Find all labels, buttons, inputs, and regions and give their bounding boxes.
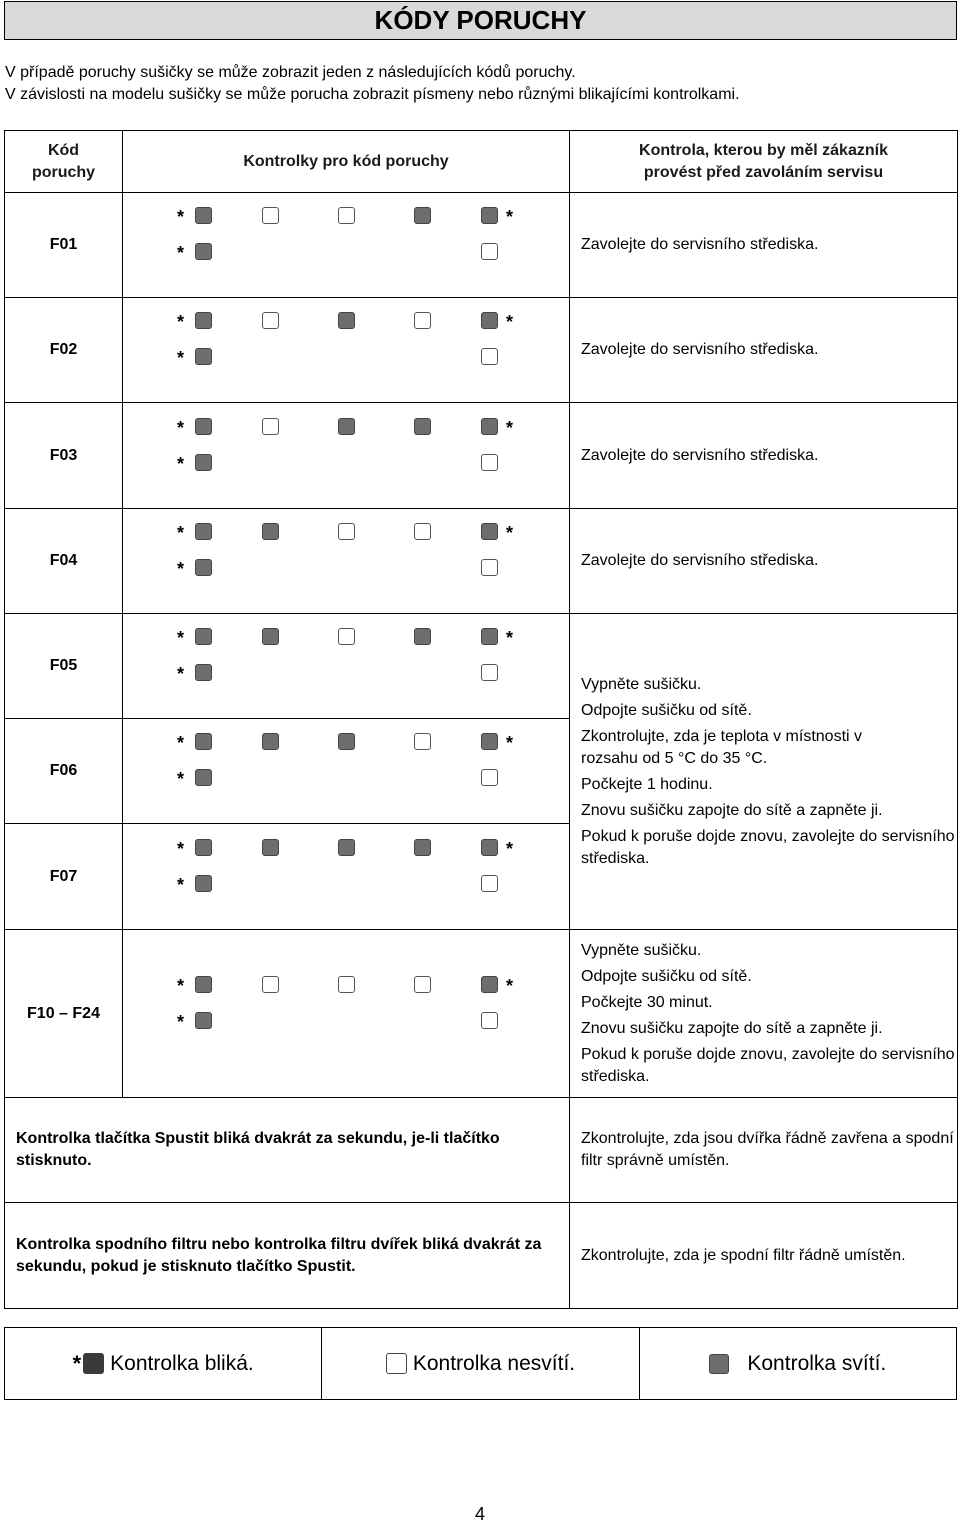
led-on-icon [262, 733, 279, 750]
table-row [5, 509, 958, 614]
asterisk-icon: * [506, 838, 514, 859]
led-blink-icon [195, 976, 212, 993]
led-blink-icon [195, 523, 212, 540]
led-pattern [123, 964, 569, 1064]
asterisk-icon: * [506, 417, 514, 438]
legend-on-label: Kontrolka svítí. [747, 1351, 887, 1375]
led-off-icon [481, 1012, 498, 1029]
asterisk-icon: * [506, 523, 514, 543]
led-on-icon [338, 839, 355, 856]
led-off-icon [481, 664, 498, 681]
page-title-text: KÓDY PORUCHY [374, 5, 587, 35]
led-off-icon [338, 628, 355, 645]
check-step: Znovu sušičku zapojte do sítě a zapněte ji. [581, 1019, 883, 1037]
led-pattern-cell [123, 719, 570, 824]
page-number: 4 [474, 1504, 485, 1524]
led-off-icon [481, 875, 498, 892]
table-row [5, 614, 958, 719]
led-off-icon [338, 207, 355, 224]
asterisk-icon: * [177, 1011, 185, 1032]
header-code-line: Kód [47, 141, 80, 159]
header-check-line: provést před zavoláním servisu [643, 163, 884, 181]
fault-code: F02 [5, 298, 123, 403]
led-on-icon [262, 628, 279, 645]
asterisk-icon: * [506, 207, 514, 227]
led-off-icon [262, 418, 279, 435]
check-text: Zavolejte do servisního střediska. [570, 403, 958, 509]
table-row [5, 193, 958, 298]
led-blink-icon [481, 312, 498, 329]
led-blink-icon [195, 875, 212, 892]
fault-code: F04 [5, 509, 123, 614]
led-on-icon [414, 839, 431, 856]
led-off-icon [414, 312, 431, 329]
asterisk-icon: * [506, 975, 514, 996]
legend-on [640, 1328, 956, 1399]
asterisk-icon: * [177, 417, 185, 438]
led-blink-icon [195, 628, 212, 645]
page-title [4, 1, 957, 40]
check-text: Zkontrolujte, zda jsou dvířka řádně zavřena a spodní filtr správně umístěn. [570, 1098, 958, 1203]
led-on-icon [338, 418, 355, 435]
asterisk-icon: * [177, 975, 185, 996]
led-off-icon [262, 207, 279, 224]
led-pattern-cell [123, 614, 570, 719]
led-pattern [123, 721, 569, 821]
led-off-icon [262, 312, 279, 329]
led-off-icon [338, 976, 355, 993]
led-blink-icon [481, 418, 498, 435]
led-blink-icon [481, 733, 498, 750]
asterisk-icon: * [177, 523, 185, 543]
table-row [5, 1098, 958, 1203]
asterisk-icon: * [72, 1350, 82, 1376]
led-pattern-cell [123, 193, 570, 298]
led-off-icon [338, 523, 355, 540]
led-pattern [123, 300, 569, 400]
header-leds: Kontrolky pro kód poruchy [123, 131, 570, 193]
asterisk-icon: * [177, 769, 185, 789]
legend-blink [5, 1328, 322, 1399]
led-on-icon [262, 523, 279, 540]
fault-code: F01 [5, 193, 123, 298]
check-step: Vypněte sušičku. [581, 675, 702, 693]
check-step: Odpojte sušičku od sítě. [581, 967, 752, 985]
led-blink-icon [195, 664, 212, 681]
led-off-icon [481, 348, 498, 365]
led-off-icon [481, 243, 498, 260]
condition-filter: Kontrolka spodního filtru nebo kontrolka filtru dvířek bliká dvakrát za sekundu, pokud je stisknuto tlačítko Spustit. [5, 1203, 570, 1309]
led-off-icon [414, 523, 431, 540]
led-on-icon [414, 418, 431, 435]
check-text-f05-f07 [570, 614, 958, 930]
asterisk-icon: * [506, 628, 514, 648]
fault-code: F07 [5, 824, 123, 930]
led-blink-icon [195, 1012, 212, 1029]
led-on-icon [338, 733, 355, 750]
led-pattern [123, 511, 569, 611]
led-pattern [123, 406, 569, 506]
led-pattern-cell [123, 403, 570, 509]
asterisk-icon: * [177, 453, 185, 474]
table-row [5, 1203, 958, 1309]
check-step: Odpojte sušičku od sítě. [581, 701, 752, 719]
led-pattern-cell [123, 930, 570, 1098]
led-pattern-cell [123, 298, 570, 403]
led-pattern [123, 827, 569, 927]
asterisk-icon: * [177, 559, 185, 579]
asterisk-icon: * [177, 312, 185, 332]
check-text: Zavolejte do servisního střediska. [570, 509, 958, 614]
led-pattern [123, 195, 569, 295]
led-blink-icon [481, 523, 498, 540]
check-step: Pokud k poruše dojde znovu, zavolejte do servisního střediska. [581, 1045, 955, 1085]
led-blink-icon [195, 839, 212, 856]
led-off-icon [481, 769, 498, 786]
check-step: Znovu sušičku zapojte do sítě a zapněte ji. [581, 801, 883, 819]
table-row [5, 403, 958, 509]
led-off-icon [414, 733, 431, 750]
check-text-f10-f24 [570, 930, 958, 1098]
legend-off [322, 1328, 639, 1399]
asterisk-icon: * [506, 733, 514, 753]
header-check-line: Kontrola, kterou by měl zákazník [639, 141, 888, 159]
led-blink-icon [195, 207, 212, 224]
intro-line: V závislosti na modelu sušičky se může porucha zobrazit písmeny nebo různými blikajícími kontrolkami. [5, 86, 740, 103]
header-check [570, 131, 958, 193]
header-code [5, 131, 123, 193]
legend-blink-label: Kontrolka bliká. [110, 1351, 254, 1375]
table-row [5, 298, 958, 403]
table-header-row [5, 131, 958, 193]
asterisk-icon: * [177, 874, 185, 895]
led-on-icon [338, 312, 355, 329]
fault-codes-table [4, 130, 958, 1309]
led-pattern-cell [123, 509, 570, 614]
led-blink-icon [195, 769, 212, 786]
asterisk-icon: * [177, 348, 185, 368]
fault-code: F10 – F24 [5, 930, 123, 1098]
fault-code: F06 [5, 719, 123, 824]
led-blink-icon [195, 733, 212, 750]
check-step: Počkejte 30 minut. [581, 993, 713, 1011]
led-off-icon [481, 559, 498, 576]
led-off-icon [386, 1353, 407, 1374]
led-on-icon [709, 1354, 729, 1374]
check-text: Zavolejte do servisního střediska. [570, 193, 958, 298]
led-blink-icon [83, 1353, 104, 1374]
intro-line: V případě poruchy sušičky se může zobrazit jeden z následujících kódů poruchy. [5, 64, 576, 81]
legend-off-label: Kontrolka nesvítí. [412, 1351, 576, 1375]
asterisk-icon: * [177, 838, 185, 859]
led-on-icon [262, 839, 279, 856]
led-blink-icon [195, 348, 212, 365]
led-blink-icon [481, 839, 498, 856]
check-text: Zkontrolujte, zda je spodní filtr řádně umístěn. [570, 1203, 958, 1309]
intro-text [5, 62, 740, 106]
check-step: Počkejte 1 hodinu. [581, 775, 713, 793]
fault-code: F05 [5, 614, 123, 719]
led-off-icon [414, 976, 431, 993]
led-pattern-cell [123, 824, 570, 930]
asterisk-icon: * [506, 312, 514, 332]
led-blink-icon [481, 628, 498, 645]
legend [4, 1327, 957, 1400]
led-blink-icon [481, 207, 498, 224]
asterisk-icon: * [177, 628, 185, 648]
fault-code: F03 [5, 403, 123, 509]
asterisk-icon: * [177, 664, 185, 684]
led-on-icon [414, 628, 431, 645]
led-blink-icon [195, 559, 212, 576]
led-blink-icon [195, 454, 212, 471]
check-step: Vypněte sušičku. [581, 941, 702, 959]
check-text: Zavolejte do servisního střediska. [570, 298, 958, 403]
led-off-icon [481, 454, 498, 471]
led-pattern [123, 616, 569, 716]
condition-start-button: Kontrolka tlačítka Spustit bliká dvakrát za sekundu, je-li tlačítko stisknuto. [5, 1098, 570, 1203]
led-blink-icon [481, 976, 498, 993]
header-code-line: poruchy [31, 163, 96, 181]
check-step: Pokud k poruše dojde znovu, zavolejte do servisního střediska. [581, 827, 955, 867]
check-step: Zkontrolujte, zda je teplota v místnosti v rozsahu od 5 °C do 35 °C. [581, 727, 863, 767]
asterisk-icon: * [177, 207, 185, 227]
led-blink-icon [195, 243, 212, 260]
asterisk-icon: * [177, 243, 185, 263]
led-off-icon [262, 976, 279, 993]
table-row [5, 930, 958, 1098]
asterisk-icon: * [177, 733, 185, 753]
led-on-icon [414, 207, 431, 224]
led-blink-icon [195, 418, 212, 435]
led-blink-icon [195, 312, 212, 329]
